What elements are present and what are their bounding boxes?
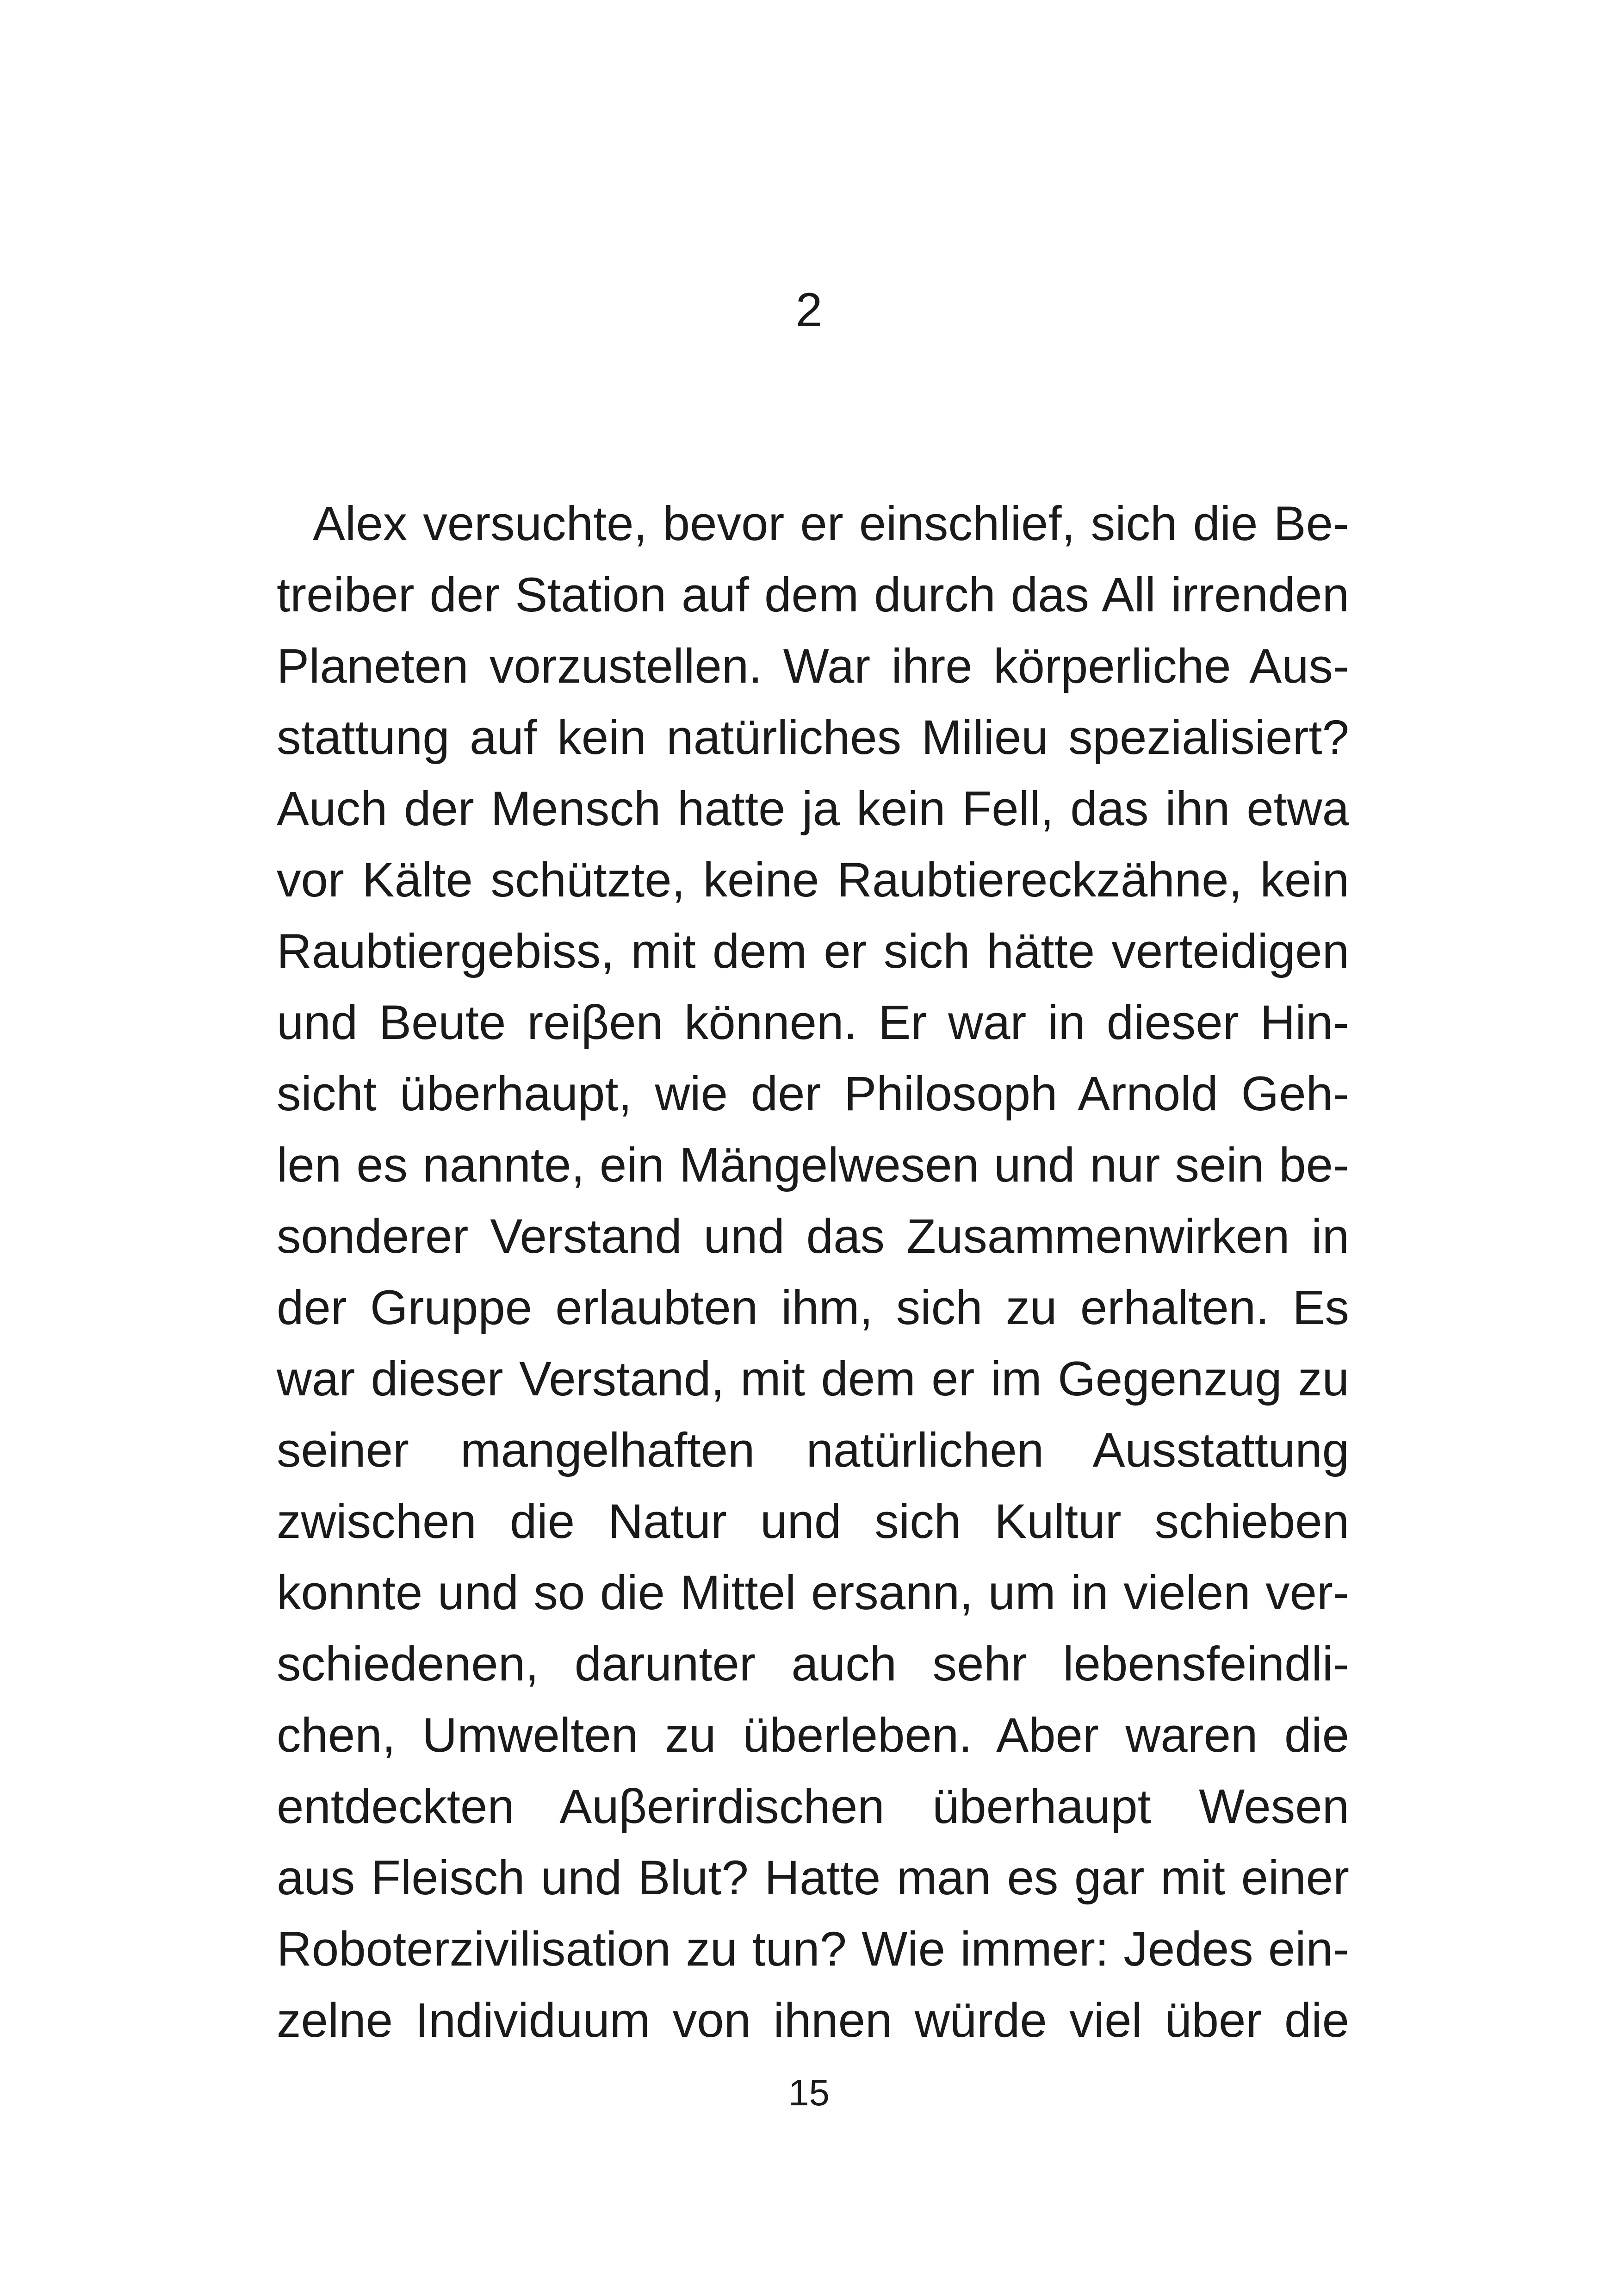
text-line: zwischen die Natur und sich Kultur schieben	[277, 1494, 1349, 1549]
text-line: stattung auf kein natürliches Milieu spezialisiert?	[277, 710, 1349, 765]
text-line: len es nannte, ein Mängelwesen und nur sein be-	[277, 1138, 1349, 1192]
text-line: treiber der Station auf dem durch das All irrenden	[277, 568, 1349, 622]
text-line: der Gruppe erlaubten ihm, sich zu erhalten. Es	[277, 1281, 1349, 1335]
text-line: sicht überhaupt, wie der Philosoph Arnold Geh-	[277, 1067, 1349, 1121]
text-line: Roboterzivilisation zu tun? Wie immer: Jedes ein-	[277, 1922, 1349, 1976]
text-line: Auch der Mensch hatte ja kein Fell, das ihn etwa	[277, 782, 1349, 836]
text-line: Raubtiergebiss, mit dem er sich hätte verteidigen	[277, 924, 1349, 978]
text-line: Planeten vorzustellen. War ihre körperliche Aus-	[277, 639, 1349, 693]
text-line: chen, Umwelten zu überleben. Aber waren die	[277, 1708, 1349, 1762]
text-line: zelne Individuum von ihnen würde viel über die	[277, 1993, 1349, 2047]
text-line: und Beute reiβen können. Er war in dieser Hin-	[277, 996, 1349, 1050]
text-line: aus Fleisch und Blut? Hatte man es gar mit einer	[277, 1851, 1349, 1905]
text-line: Alex versuchte, bevor er einschlief, sich die Be-	[313, 497, 1349, 551]
chapter-number: 2	[795, 283, 823, 337]
text-line: sonderer Verstand und das Zusammenwirken in	[277, 1209, 1349, 1263]
text-line: entdeckten Auβerirdischen überhaupt Wesen	[277, 1780, 1349, 1834]
text-line: schiedenen, darunter auch sehr lebensfeindli-	[277, 1637, 1349, 1691]
text-line: vor Kälte schützte, keine Raubtiereckzähne, kein	[277, 853, 1349, 907]
page-number: 15	[788, 2072, 830, 2113]
text-line: konnte und so die Mittel ersann, um in vielen ver-	[277, 1566, 1349, 1620]
text-line: seiner mangelhaften natürlichen Ausstattung	[277, 1423, 1349, 1477]
text-line: war dieser Verstand, mit dem er im Gegenzug zu	[277, 1352, 1349, 1406]
body-paragraph	[277, 488, 1349, 2056]
